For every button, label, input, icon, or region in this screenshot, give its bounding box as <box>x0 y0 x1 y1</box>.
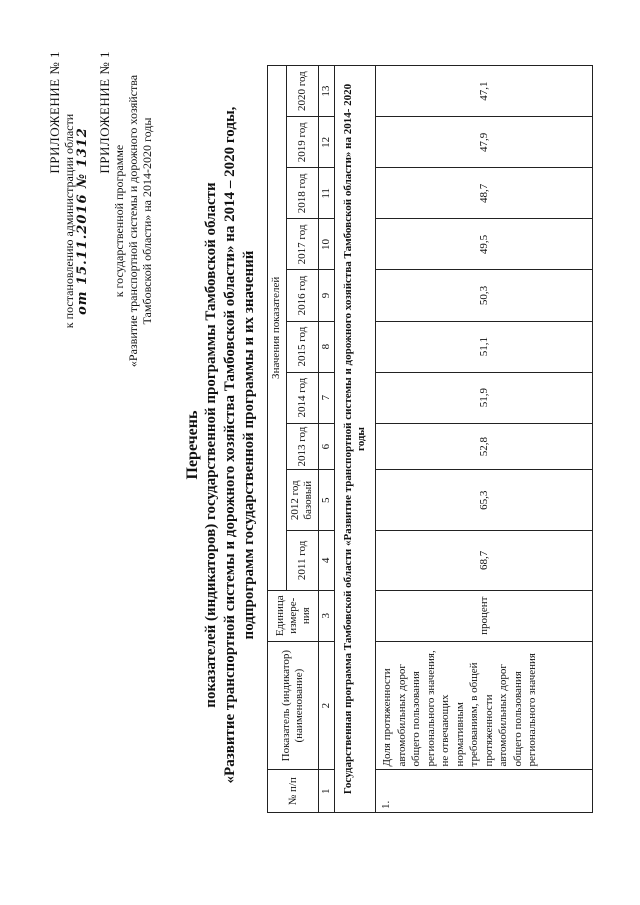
table-row <box>376 66 593 813</box>
document-title <box>183 45 259 845</box>
indicators-table-wrapper <box>267 65 593 813</box>
column-number: 10 <box>319 219 335 270</box>
row-value: 49,5 <box>376 219 593 270</box>
title-line-3: «Развитие транспортной системы и дорожного хозяйства Тамбовской области» на 2014 – 2020 годы, <box>222 106 238 784</box>
program-reference-line-1: к государственной программе <box>112 144 126 298</box>
program-reference-line-3: Тамбовской области» на 2014-2020 годы <box>140 117 154 325</box>
row-value: 47,9 <box>376 117 593 168</box>
column-number: 5 <box>319 470 335 531</box>
column-number: 8 <box>319 321 335 372</box>
column-number: 7 <box>319 372 335 423</box>
title-line-2: показателей (индикаторов) государственной программы Тамбовской области <box>203 182 219 708</box>
indicators-table <box>267 65 593 813</box>
title-line-1: Перечень <box>184 410 201 480</box>
column-number: 3 <box>319 590 335 641</box>
header-year: 2014 год <box>286 372 318 423</box>
header-year: 2013 год <box>286 423 318 470</box>
header-indicator: Показатель (индикатор) (наименование) <box>268 641 319 770</box>
program-reference-line-2: «Развитие транспортной системы и дорожного хозяйства <box>126 74 140 368</box>
header-year: 2012 год базовый <box>286 470 318 531</box>
title-line-4: подпрограмм государственной программы и их значений <box>241 250 257 640</box>
header-year: 2019 год <box>286 117 318 168</box>
header-year: 2011 год <box>286 531 318 591</box>
row-value: 51,9 <box>376 372 593 423</box>
header-year: 2018 год <box>286 168 318 219</box>
header-year: 2017 год <box>286 219 318 270</box>
header-year: 2016 год <box>286 270 318 321</box>
column-number-row <box>319 66 335 813</box>
header-year: 2015 год <box>286 321 318 372</box>
column-number: 6 <box>319 423 335 470</box>
row-value: 51,1 <box>376 321 593 372</box>
section-title: Государственная программа Тамбовской области «Развитие транспортной системы и дорожного хозяйства Тамбовской области» на 2014- 2020 годы <box>335 66 376 813</box>
appendix-sub-label: ПРИЛОЖЕНИЕ № 1 <box>97 51 112 174</box>
row-value: 48,7 <box>376 168 593 219</box>
row-unit: процент <box>376 590 593 641</box>
row-value: 47,1 <box>376 66 593 117</box>
header-values-group: Значения показателей <box>268 66 287 591</box>
header-year: 2020 год <box>286 66 318 117</box>
row-number: 1. <box>376 770 593 813</box>
row-value: 50,3 <box>376 270 593 321</box>
header-num: № п/п <box>268 770 319 813</box>
row-value: 65,3 <box>376 470 593 531</box>
row-value: 52,8 <box>376 423 593 470</box>
handwritten-date-number: от 15.11.2016 № 1312 <box>75 127 90 315</box>
rotated-document-page <box>0 35 600 875</box>
row-value: 68,7 <box>376 531 593 591</box>
column-number: 12 <box>319 117 335 168</box>
section-row <box>335 66 376 813</box>
header-unit: Единица измере-ния <box>268 590 319 641</box>
column-number: 9 <box>319 270 335 321</box>
header-row-1 <box>268 66 287 813</box>
column-number: 4 <box>319 531 335 591</box>
column-number: 1 <box>319 770 335 813</box>
appendix-header <box>48 51 154 391</box>
column-number: 2 <box>319 641 335 770</box>
column-number: 11 <box>319 168 335 219</box>
resolution-reference: к постановлению администрации области <box>62 113 76 329</box>
row-indicator-name: Доля протяженности автомобильных дорог общего пользования регионального значения, не отвечающих нормативным требованиям, в общей протяженности автомобильных дорог общего пользования регионального значения <box>376 641 593 770</box>
appendix-label: ПРИЛОЖЕНИЕ № 1 <box>47 51 62 174</box>
column-number: 13 <box>319 66 335 117</box>
